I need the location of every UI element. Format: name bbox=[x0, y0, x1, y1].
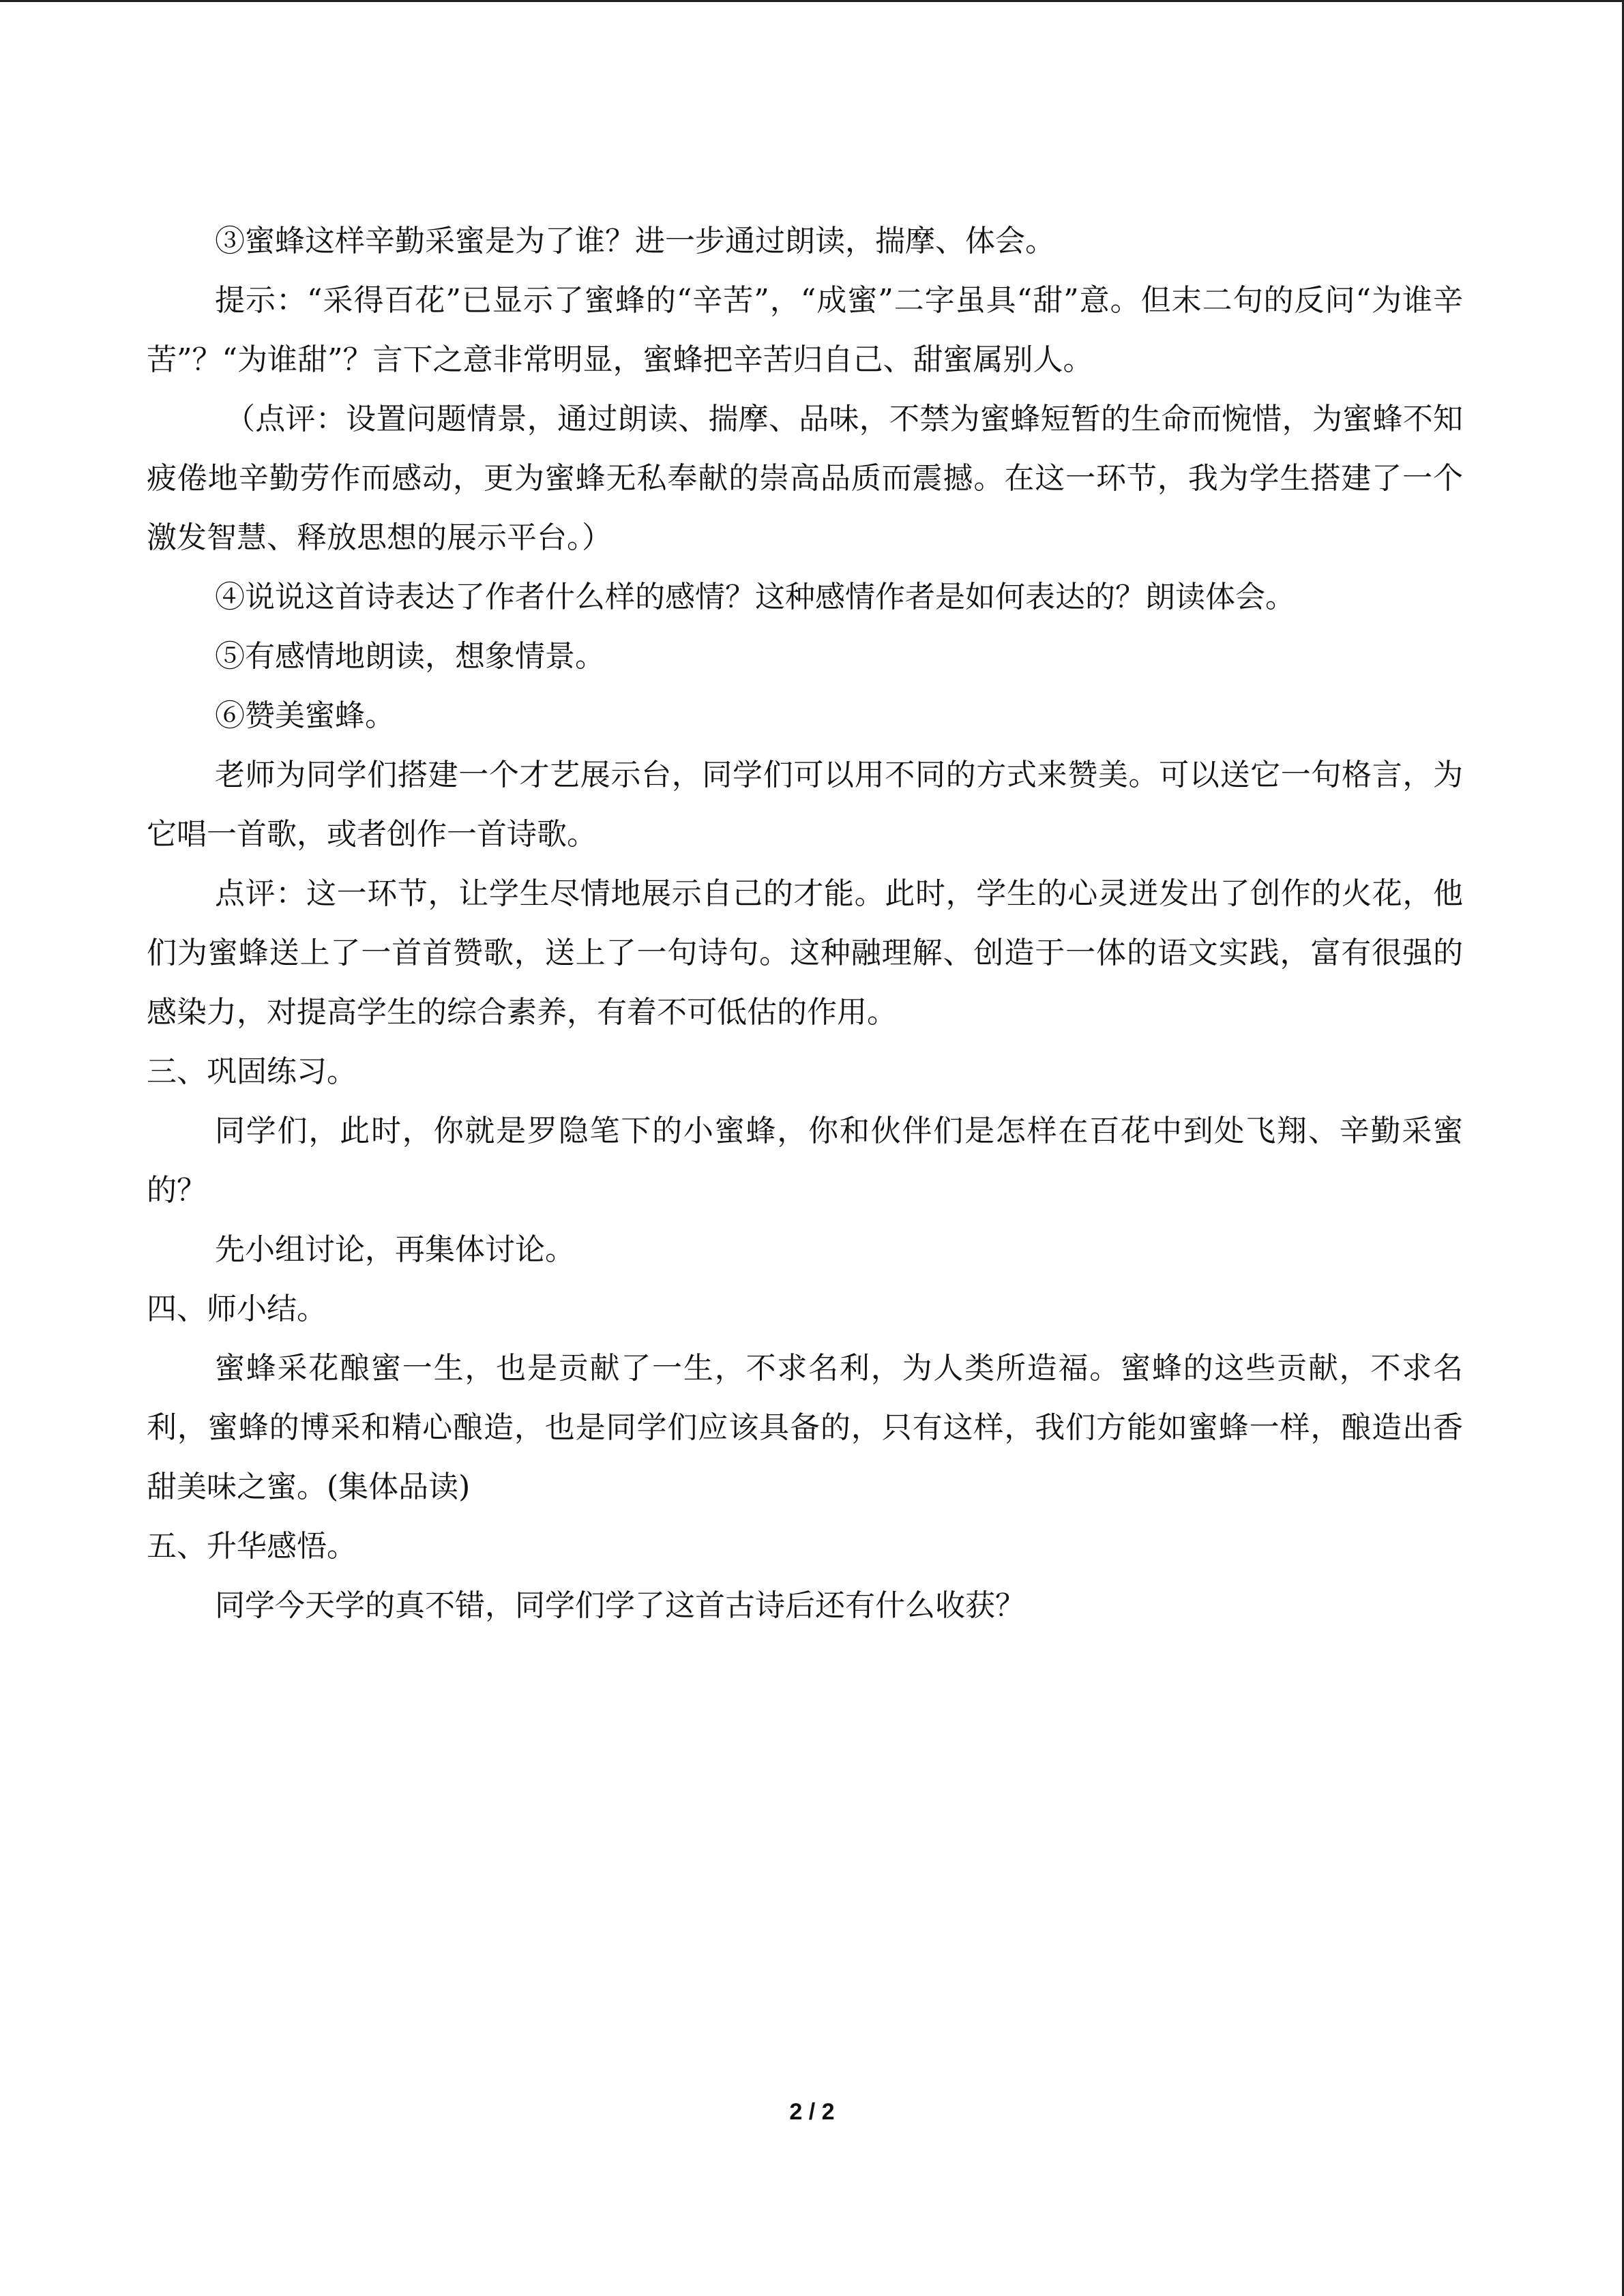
paragraph: ⑥赞美蜜蜂。 bbox=[215, 698, 395, 733]
document-body bbox=[147, 211, 1463, 1635]
paragraph: 老师为同学们搭建一个才艺展示台，同学们可以用不同的方式来赞美。可以送它一句格言，为它唱一首歌，或者创作一首诗歌。 bbox=[147, 758, 1463, 852]
section-heading: 四、师小结。 bbox=[147, 1292, 327, 1326]
paragraph: ③蜜蜂这样辛勤采蜜是为了谁？进一步通过朗读，揣摩、体会。 bbox=[215, 224, 1055, 258]
commentary-paragraph: （点评：设置问题情景，通过朗读、揣摩、品味，不禁为蜜蜂短暂的生命而惋惜，为蜜蜂不知疲倦地辛勤劳作而感动，更为蜜蜂无私奉献的崇高品质而震撼。在这一环节，我为学生搭建了一个激发智慧、释放思想的展示平台。） bbox=[147, 402, 1463, 555]
paragraph: 蜜蜂采花酿蜜一生，也是贡献了一生，不求名利，为人类所造福。蜜蜂的这些贡献，不求名利，蜜蜂的博采和精心酿造，也是同学们应该具备的，只有这样，我们方能如蜜蜂一样，酿造出香甜美味之蜜。(集体品读) bbox=[147, 1351, 1463, 1504]
page-number: 2 / 2 bbox=[789, 2099, 835, 2125]
section-heading: 五、升华感悟。 bbox=[147, 1529, 357, 1564]
paragraph: 提示：“采得百花”已显示了蜜蜂的“辛苦”，“成蜜”二字虽具“甜”意。但末二句的反问“为谁辛苦”？“为谁甜”？言下之意非常明显，蜜蜂把辛苦归自己、甜蜜属别人。 bbox=[147, 283, 1463, 377]
paragraph: ④说说这首诗表达了作者什么样的感情？这种感情作者是如何表达的？朗读体会。 bbox=[215, 580, 1295, 614]
section-heading: 三、巩固练习。 bbox=[147, 1054, 357, 1089]
page-border-top bbox=[0, 0, 1624, 2]
paragraph: 同学们，此时，你就是罗隐笔下的小蜜蜂，你和伙伴们是怎样在百花中到处飞翔、辛勤采蜜的？ bbox=[147, 1114, 1463, 1208]
paragraph: 同学今天学的真不错，同学们学了这首古诗后还有什么收获？ bbox=[215, 1588, 1025, 1623]
paragraph: ⑤有感情地朗读，想象情景。 bbox=[215, 639, 605, 674]
commentary-paragraph: 点评：这一环节，让学生尽情地展示自己的才能。此时，学生的心灵迸发出了创作的火花，他们为蜜蜂送上了一首首赞歌，送上了一句诗句。这种融理解、创造于一体的语文实践，富有很强的感染力，对提高学生的综合素养，有着不可低估的作用。 bbox=[147, 876, 1463, 1030]
paragraph: 先小组讨论，再集体讨论。 bbox=[215, 1232, 575, 1267]
